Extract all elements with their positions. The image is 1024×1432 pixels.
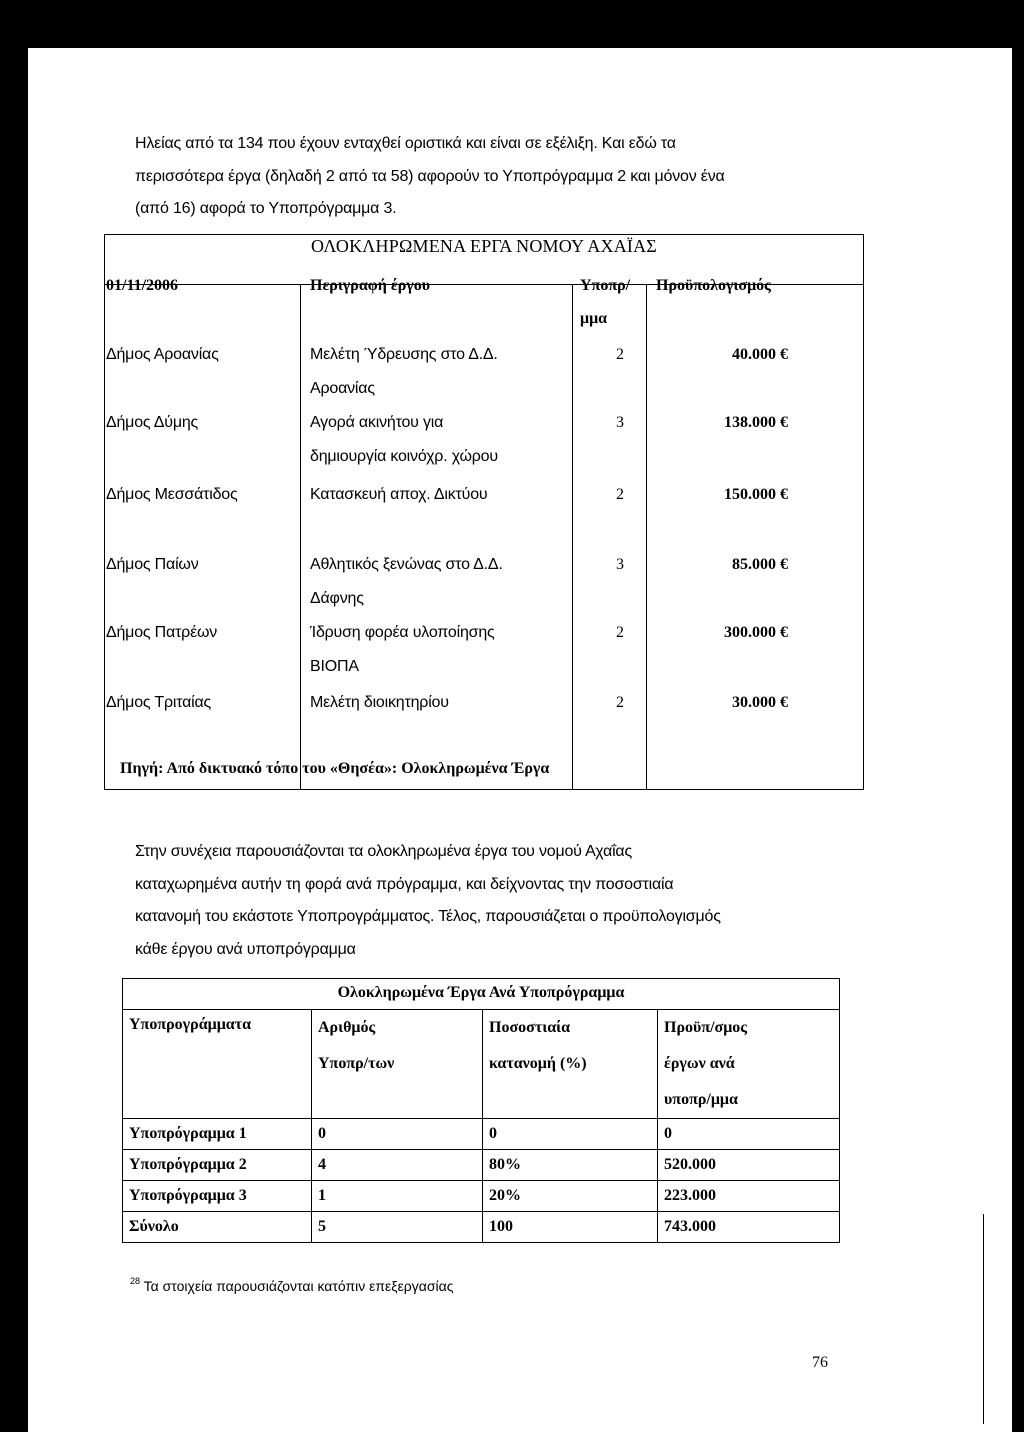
row-description: Μελέτη Ύδρευσης στο Δ.Δ. xyxy=(310,346,498,363)
paragraph-line: καταχωρημένα αυτήν τη φορά ανά πρόγραμμα, και δείχνοντας την ποσοστιαία xyxy=(135,875,674,893)
header-subprogram: Υποπρ/ xyxy=(580,277,631,294)
cell-budget: 0 xyxy=(658,1119,840,1150)
row-description-cont: Αροανίας xyxy=(310,380,375,397)
table-total-row xyxy=(123,1212,840,1243)
column-divider xyxy=(646,284,647,790)
table-header-row xyxy=(123,1010,840,1119)
column-divider xyxy=(300,284,301,790)
row-description: Αθλητικός ξενώνας στο Δ.Δ. xyxy=(310,556,503,573)
row-budget: 30.000 € xyxy=(732,694,788,711)
column-divider xyxy=(572,284,573,790)
row-municipality: Δήμος Δύμης xyxy=(106,414,199,431)
row-subprogram: 3 xyxy=(616,556,624,573)
row-municipality: Δήμος Αροανίας xyxy=(106,346,219,363)
row-municipality: Δήμος Τριταίας xyxy=(106,694,212,711)
row-description-cont: Δάφνης xyxy=(310,590,364,607)
cell-count: 1 xyxy=(312,1181,483,1212)
cell-budget: 223.000 xyxy=(658,1181,840,1212)
page-number: 76 xyxy=(812,1354,828,1371)
intro-line: περισσότερα έργα (δηλαδή 2 από τα 58) αφορούν το Υποπρόγραμμα 2 και μόνον ένα xyxy=(135,167,725,185)
row-description: Αγορά ακινήτου για xyxy=(310,414,444,431)
table-row xyxy=(123,1150,840,1181)
cell-budget: 743.000 xyxy=(658,1212,840,1243)
row-description-cont: δημιουργία κοινόχρ. χώρου xyxy=(310,448,498,465)
paragraph-line: κατανομή του εκάστοτε Υποπρογράμματος. Τέλος, παρουσιάζεται ο προϋπολογισμός xyxy=(135,908,721,926)
subprogram-summary-table xyxy=(122,978,840,1262)
completed-projects-table xyxy=(104,234,864,790)
cell-count: 0 xyxy=(312,1119,483,1150)
footnote xyxy=(130,1278,453,1294)
cell-percentage: 20% xyxy=(483,1181,658,1212)
footnote-mark: 28 xyxy=(130,1276,141,1286)
header-subprograms: Υποπρογράμματα xyxy=(123,1010,312,1119)
cell-percentage: 100 xyxy=(483,1212,658,1243)
margin-rule xyxy=(983,1214,984,1424)
row-budget: 138.000 € xyxy=(724,414,788,431)
intro-line: Ηλείας από τα 134 που έχουν ενταχθεί οριστικά και είναι σε εξέλιξη. Και εδώ τα xyxy=(135,135,676,152)
row-description-cont: ΒΙΟΠΑ xyxy=(310,658,359,675)
cell-name: Υποπρόγραμμα 2 xyxy=(123,1150,312,1181)
row-municipality: Δήμος Παίων xyxy=(106,556,199,573)
row-budget: 85.000 € xyxy=(732,556,788,573)
row-subprogram: 3 xyxy=(616,414,624,431)
header-percentage: Ποσοστιαία κατανομή (%) xyxy=(483,1010,658,1119)
footnote-text: Τα στοιχεία παρουσιάζονται κατόπιν επεξεργασίας xyxy=(143,1278,454,1294)
intro-line: (από 16) αφορά το Υποπρόγραμμα 3. xyxy=(135,200,397,218)
row-description: Μελέτη διοικητηρίου xyxy=(310,694,449,711)
row-municipality: Δήμος Μεσσάτιδος xyxy=(106,486,238,503)
header-description: Περιγραφή έργου xyxy=(310,277,431,294)
row-budget: 40.000 € xyxy=(732,346,788,363)
row-description: Κατασκευή αποχ. Δικτύου xyxy=(310,486,488,503)
intro-paragraph xyxy=(135,128,855,226)
document-page xyxy=(28,48,1012,1432)
cell-name: Υποπρόγραμμα 3 xyxy=(123,1181,312,1212)
row-description: Ίδρυση φορέα υλοποίησης xyxy=(310,624,495,641)
cell-count: 4 xyxy=(312,1150,483,1181)
row-subprogram: 2 xyxy=(616,346,624,363)
row-subprogram: 2 xyxy=(616,486,624,503)
paragraph-line: Στην συνέχεια παρουσιάζονται τα ολοκληρωμένα έργα του νομού Αχαΐας xyxy=(135,843,632,860)
cell-budget: 520.000 xyxy=(658,1150,840,1181)
table-row xyxy=(123,1119,840,1150)
cell-name: Υποπρόγραμμα 1 xyxy=(123,1119,312,1150)
table-caption: ΟΛΟΚΛΗΡΩΜΕΝΑ ΕΡΓΑ ΝΟΜΟΥ ΑΧΑΪΑΣ xyxy=(311,236,657,256)
table-source: Πηγή: Από δικτυακό τόπο του «Θησέα»: Ολοκληρωμένα Έργα xyxy=(120,760,550,777)
header-budget: Προϋπολογισμός xyxy=(656,277,771,294)
cell-count: 5 xyxy=(312,1212,483,1243)
header-subprogram-cont: μμα xyxy=(580,310,608,327)
cell-name: Σύνολο xyxy=(123,1212,312,1243)
row-subprogram: 2 xyxy=(616,694,624,711)
cell-percentage: 80% xyxy=(483,1150,658,1181)
header-date: 01/11/2006 xyxy=(106,277,179,294)
header-count: Αριθμός Υποπρ/των xyxy=(312,1010,483,1119)
table-row xyxy=(123,1181,840,1212)
row-budget: 150.000 € xyxy=(724,486,788,503)
second-paragraph xyxy=(135,836,855,967)
cell-percentage: 0 xyxy=(483,1119,658,1150)
row-budget: 300.000 € xyxy=(724,624,788,641)
row-municipality: Δήμος Πατρέων xyxy=(106,624,218,641)
paragraph-line: κάθε έργου ανά υποπρόγραμμα xyxy=(135,941,356,959)
row-subprogram: 2 xyxy=(616,624,624,641)
summary-table-grid xyxy=(122,1009,840,1243)
table-caption: Ολοκληρωμένα Έργα Ανά Υποπρόγραμμα xyxy=(122,978,840,1009)
header-budget: Προϋπ/σμος έργων ανά υποπρ/μμα xyxy=(658,1010,840,1119)
